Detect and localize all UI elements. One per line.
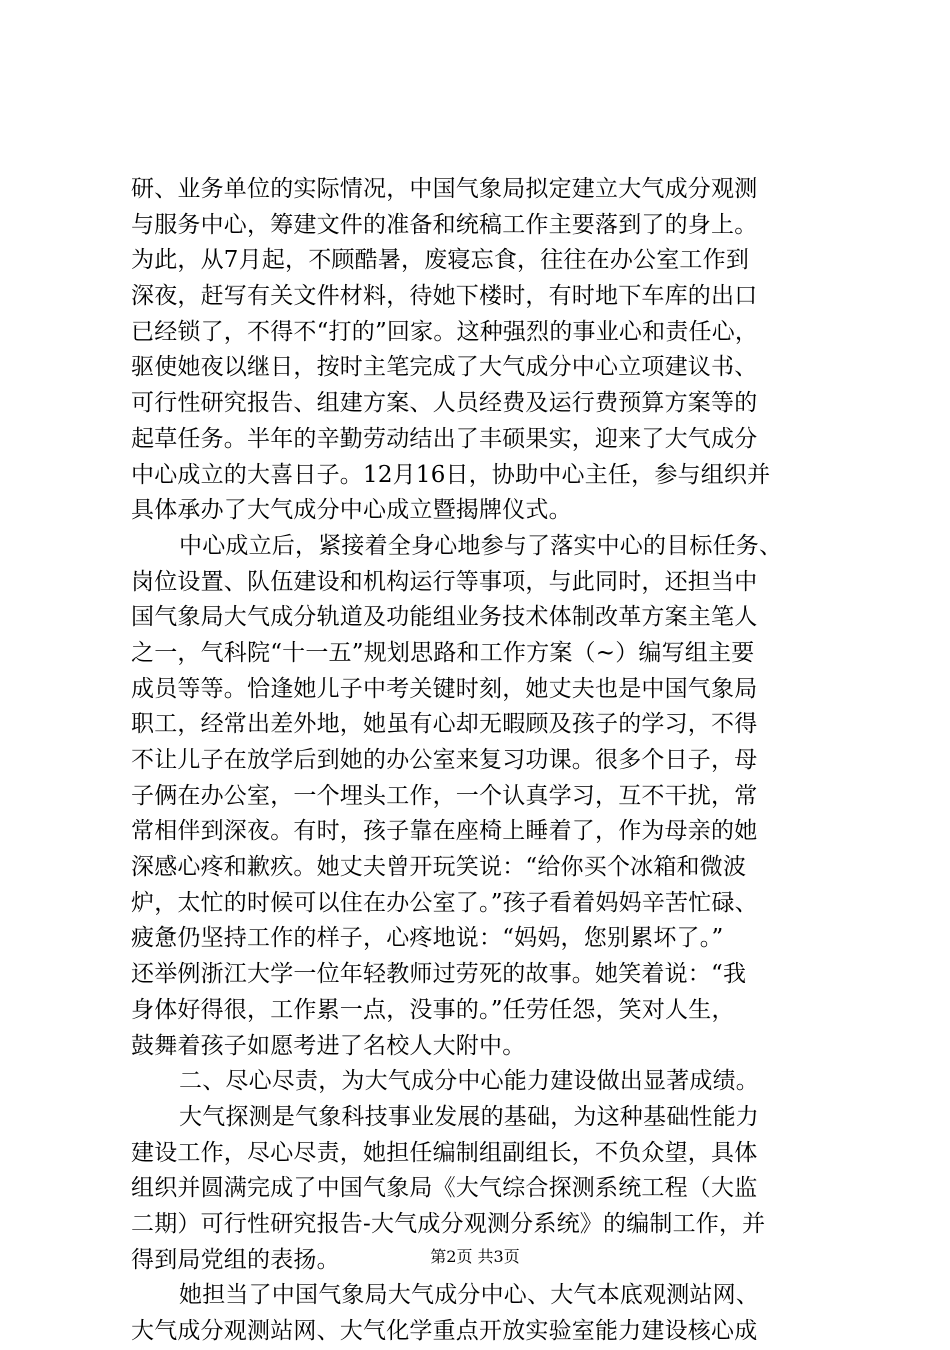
paragraph-start-line: 中心成立后，紧接着全身心地参与了落实中心的目标任务、	[179, 532, 783, 559]
text-line: 炉，太忙的时候可以住在办公室了。”孩子看着妈妈辛苦忙碌、	[131, 889, 758, 916]
text-line: 组织并圆满完成了中国气象局《大气综合探测系统工程（大监	[131, 1175, 758, 1202]
text-line: 鼓舞着孩子如愿考进了名校人大附中。	[131, 1032, 526, 1059]
text-line: 中心成立的大喜日子。12月16日，协助中心主任，参与组织并	[131, 461, 771, 488]
text-line: 还举例浙江大学一位年轻教师过劳死的故事。她笑着说：“我	[131, 961, 747, 988]
text-line: 具体承办了大气成分中心成立暨揭牌仪式。	[131, 497, 572, 524]
page-footer: 第2页 共3页	[430, 1247, 520, 1266]
text-line: 子俩在办公室，一个埋头工作，一个认真学习，互不干扰，常	[131, 782, 758, 809]
text-line: 为此，从7月起，不顾酷暑，废寝忘食，往往在办公室工作到	[131, 247, 750, 274]
text-line: 疲惫仍坚持工作的样子，心疼地说：“妈妈，您别累坏了。”	[131, 925, 724, 952]
text-line: 大气成分观测站网、大气化学重点开放实验室能力建设核心成	[131, 1318, 758, 1344]
text-line: 身体好得很，工作累一点，没事的。”任劳任怨，笑对人生，	[131, 996, 735, 1023]
text-line: 常相伴到深夜。有时，孩子靠在座椅上睡着了，作为母亲的她	[131, 818, 758, 845]
text-line: 职工，经常出差外地，她虽有心却无暇顾及孩子的学习，不得	[131, 711, 758, 738]
text-line: 驱使她夜以继日，按时主笔完成了大气成分中心立项建议书、	[131, 354, 758, 381]
text-line: 深夜，赶写有关文件材料，待她下楼时，有时地下车库的出口	[131, 283, 758, 310]
text-line: 深感心疼和歉疚。她丈夫曾开玩笑说：“给你买个冰箱和微波	[131, 854, 747, 881]
text-line: 成员等等。恰逢她儿子中考关键时刻，她丈夫也是中国气象局	[131, 675, 758, 702]
text-line: 起草任务。半年的辛勤劳动结出了丰硕果实，迎来了大气成分	[131, 425, 758, 452]
text-line: 得到局党组的表扬。	[131, 1246, 340, 1273]
text-line: 二期）可行性研究报告-大气成分观测分系统》的编制工作，并	[131, 1210, 766, 1237]
text-line: 不让儿子在放学后到她的办公室来复习功课。很多个日子，母	[131, 747, 758, 773]
text-line: 国气象局大气成分轨道及功能组业务技术体制改革方案主笔人	[131, 604, 758, 631]
text-line: 建设工作，尽心尽责，她担任编制组副组长，不负众望，具体	[131, 1139, 758, 1166]
body-text	[131, 172, 841, 1350]
paragraph-start-line: 大气探测是气象科技事业发展的基础，为这种基础性能力	[179, 1103, 759, 1130]
text-line: 岗位设置、队伍建设和机构运行等事项，与此同时，还担当中	[131, 568, 758, 595]
text-line: 研、业务单位的实际情况，中国气象局拟定建立大气成分观测	[131, 176, 758, 202]
text-line: 之一，气科院“十一五”规划思路和工作方案（~）编写组主要	[131, 639, 755, 666]
text-line: 与服务中心，筹建文件的准备和统稿工作主要落到了的身上。	[131, 211, 758, 238]
text-line: 已经锁了，不得不“打的”回家。这种强烈的事业心和责任心，	[131, 318, 759, 345]
paragraph-start-line: 她担当了中国气象局大气成分中心、大气本底观测站网、	[179, 1282, 759, 1309]
paragraph-start-line: 二、尽心尽责，为大气成分中心能力建设做出显著成绩。	[179, 1068, 759, 1095]
text-line: 可行性研究报告、组建方案、人员经费及运行费预算方案等的	[131, 390, 758, 417]
